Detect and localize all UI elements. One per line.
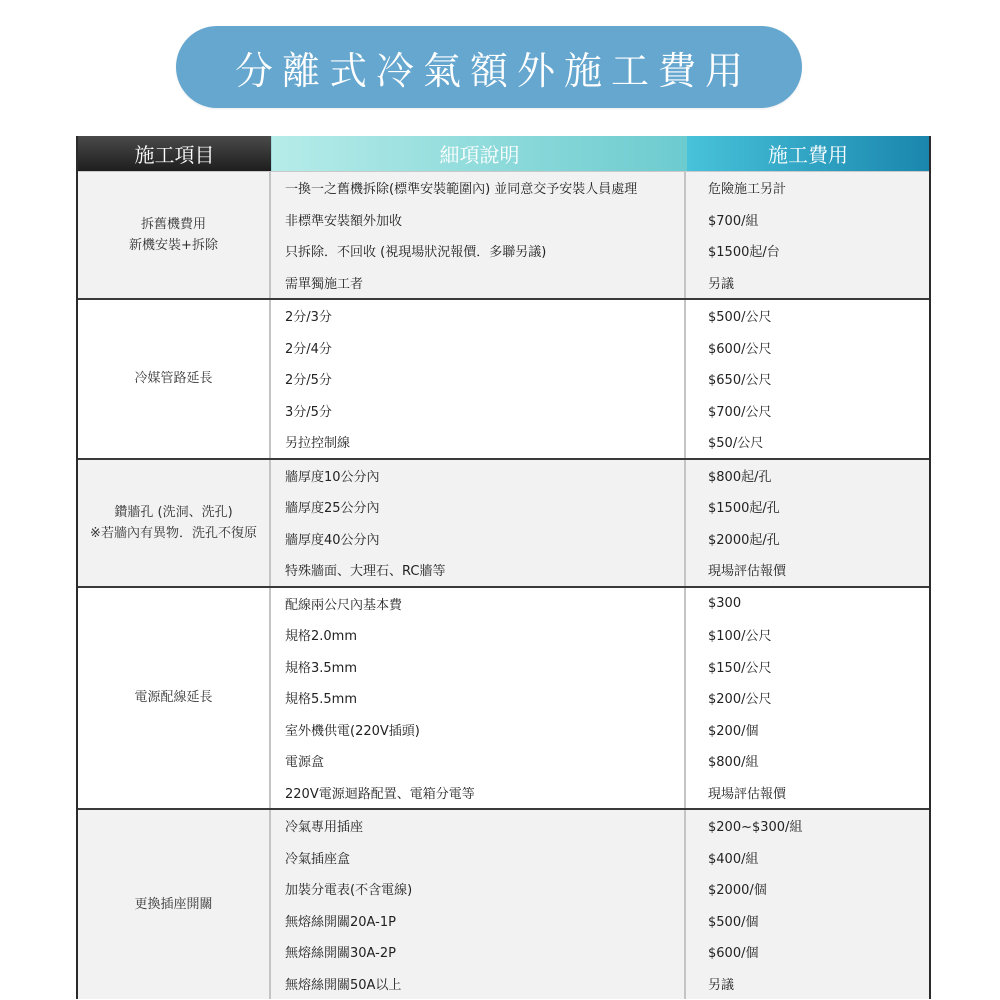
detail-column	[271, 460, 686, 586]
price-cell: $2000/個	[708, 883, 767, 899]
detail-cell: 配線兩公尺內基本費	[285, 597, 403, 613]
price-cell: $500/個	[708, 914, 759, 930]
price-cell: $50/公尺	[708, 436, 764, 452]
detail-column	[271, 172, 686, 298]
detail-cell: 牆厚度40公分內	[285, 532, 380, 548]
title-banner	[176, 26, 802, 108]
detail-cell: 2分/3分	[285, 310, 332, 326]
price-cell: $650/公尺	[708, 373, 772, 389]
detail-cell: 2分/4分	[285, 341, 332, 357]
detail-cell: 特殊牆面、大理石、RC牆等	[285, 564, 446, 580]
price-cell: $800/組	[708, 755, 759, 771]
section-outlet-switch	[78, 808, 929, 999]
price-column	[686, 588, 929, 809]
detail-cell: 2分/5分	[285, 373, 332, 389]
header-fee: 施工費用	[687, 136, 929, 171]
category-cell	[78, 460, 271, 586]
price-cell: $700/公尺	[708, 404, 772, 420]
price-cell: $100/公尺	[708, 629, 772, 645]
detail-cell: 加裝分電表(不含電線)	[285, 883, 413, 899]
detail-cell: 3分/5分	[285, 404, 332, 420]
fee-table	[76, 136, 931, 999]
price-cell: $2000起/孔	[708, 532, 780, 548]
price-column	[686, 300, 929, 458]
price-cell: 危險施工另計	[708, 182, 787, 198]
detail-cell: 規格5.5mm	[285, 692, 358, 708]
detail-cell: 牆厚度10公分內	[285, 469, 380, 485]
category-note: ※若牆內有異物．洗孔不復原	[90, 525, 257, 541]
detail-column	[271, 588, 686, 809]
header-item: 施工項目	[78, 136, 271, 171]
section-power-wiring	[78, 586, 929, 809]
detail-cell: 無熔絲開關30A-2P	[285, 946, 396, 962]
detail-cell: 規格3.5mm	[285, 660, 358, 676]
price-cell: $200/公尺	[708, 692, 772, 708]
category-label: 冷媒管路延長	[134, 371, 213, 387]
category-cell	[78, 172, 271, 298]
detail-column	[271, 300, 686, 458]
price-cell: $300	[708, 595, 742, 611]
detail-cell: 只拆除．不回收 (視現場狀況報價．多聯另議)	[285, 245, 547, 261]
detail-cell: 無熔絲開關20A-1P	[285, 914, 396, 930]
section-old-unit-removal	[78, 171, 929, 298]
category-cell	[78, 810, 271, 999]
price-cell: $700/組	[708, 213, 759, 229]
price-cell: $400/組	[708, 851, 759, 867]
detail-cell: 非標準安裝額外加收	[285, 213, 403, 229]
section-wall-drilling	[78, 458, 929, 586]
detail-cell: 規格2.0mm	[285, 629, 358, 645]
category-sublabel: 新機安裝+拆除	[129, 238, 218, 253]
detail-cell: 冷氣專用插座	[285, 820, 364, 836]
price-cell: $600/個	[708, 946, 759, 962]
price-cell: $800起/孔	[708, 469, 772, 485]
price-cell: $1500起/孔	[708, 501, 780, 517]
category-label: 拆舊機費用	[140, 217, 206, 232]
detail-cell: 電源盒	[285, 755, 325, 771]
price-cell: $1500起/台	[708, 245, 780, 261]
detail-column	[271, 810, 686, 999]
table-header	[78, 136, 929, 171]
price-column	[686, 460, 929, 586]
category-label: 鑽牆孔 (洗洞、洗孔)	[114, 504, 233, 520]
detail-cell: 冷氣插座盒	[285, 851, 351, 867]
category-label: 更換插座開關	[134, 897, 213, 912]
category-cell	[78, 588, 271, 809]
detail-cell: 無熔絲開關50A以上	[285, 977, 402, 993]
price-cell: 另議	[708, 276, 735, 292]
detail-cell: 需單獨施工者	[285, 276, 364, 292]
price-cell: $600/公尺	[708, 341, 772, 357]
price-column	[686, 810, 929, 999]
category-label: 電源配線延長	[134, 690, 213, 706]
price-column	[686, 172, 929, 298]
detail-cell: 牆厚度25公分內	[285, 501, 380, 517]
price-cell: $500/公尺	[708, 310, 772, 326]
detail-cell: 一換一之舊機拆除(標準安裝範圍內) 並同意交予安裝人員處理	[285, 182, 638, 198]
detail-cell: 室外機供電(220V插頭)	[285, 723, 420, 739]
header-detail: 細項說明	[271, 136, 687, 171]
price-cell: 現場評估報價	[708, 564, 787, 580]
detail-cell: 220V電源迴路配置、電箱分電等	[285, 786, 475, 802]
price-cell: 另議	[708, 977, 735, 993]
detail-cell: 另拉控制線	[285, 436, 351, 452]
price-cell: 現場評估報價	[708, 786, 787, 802]
price-cell: $200~$300/組	[708, 820, 803, 836]
category-cell	[78, 300, 271, 458]
section-refrigerant-pipe	[78, 298, 929, 458]
page-title: 分離式冷氣額外施工費用	[234, 48, 752, 93]
price-cell: $200/個	[708, 723, 759, 739]
price-cell: $150/公尺	[708, 660, 772, 676]
